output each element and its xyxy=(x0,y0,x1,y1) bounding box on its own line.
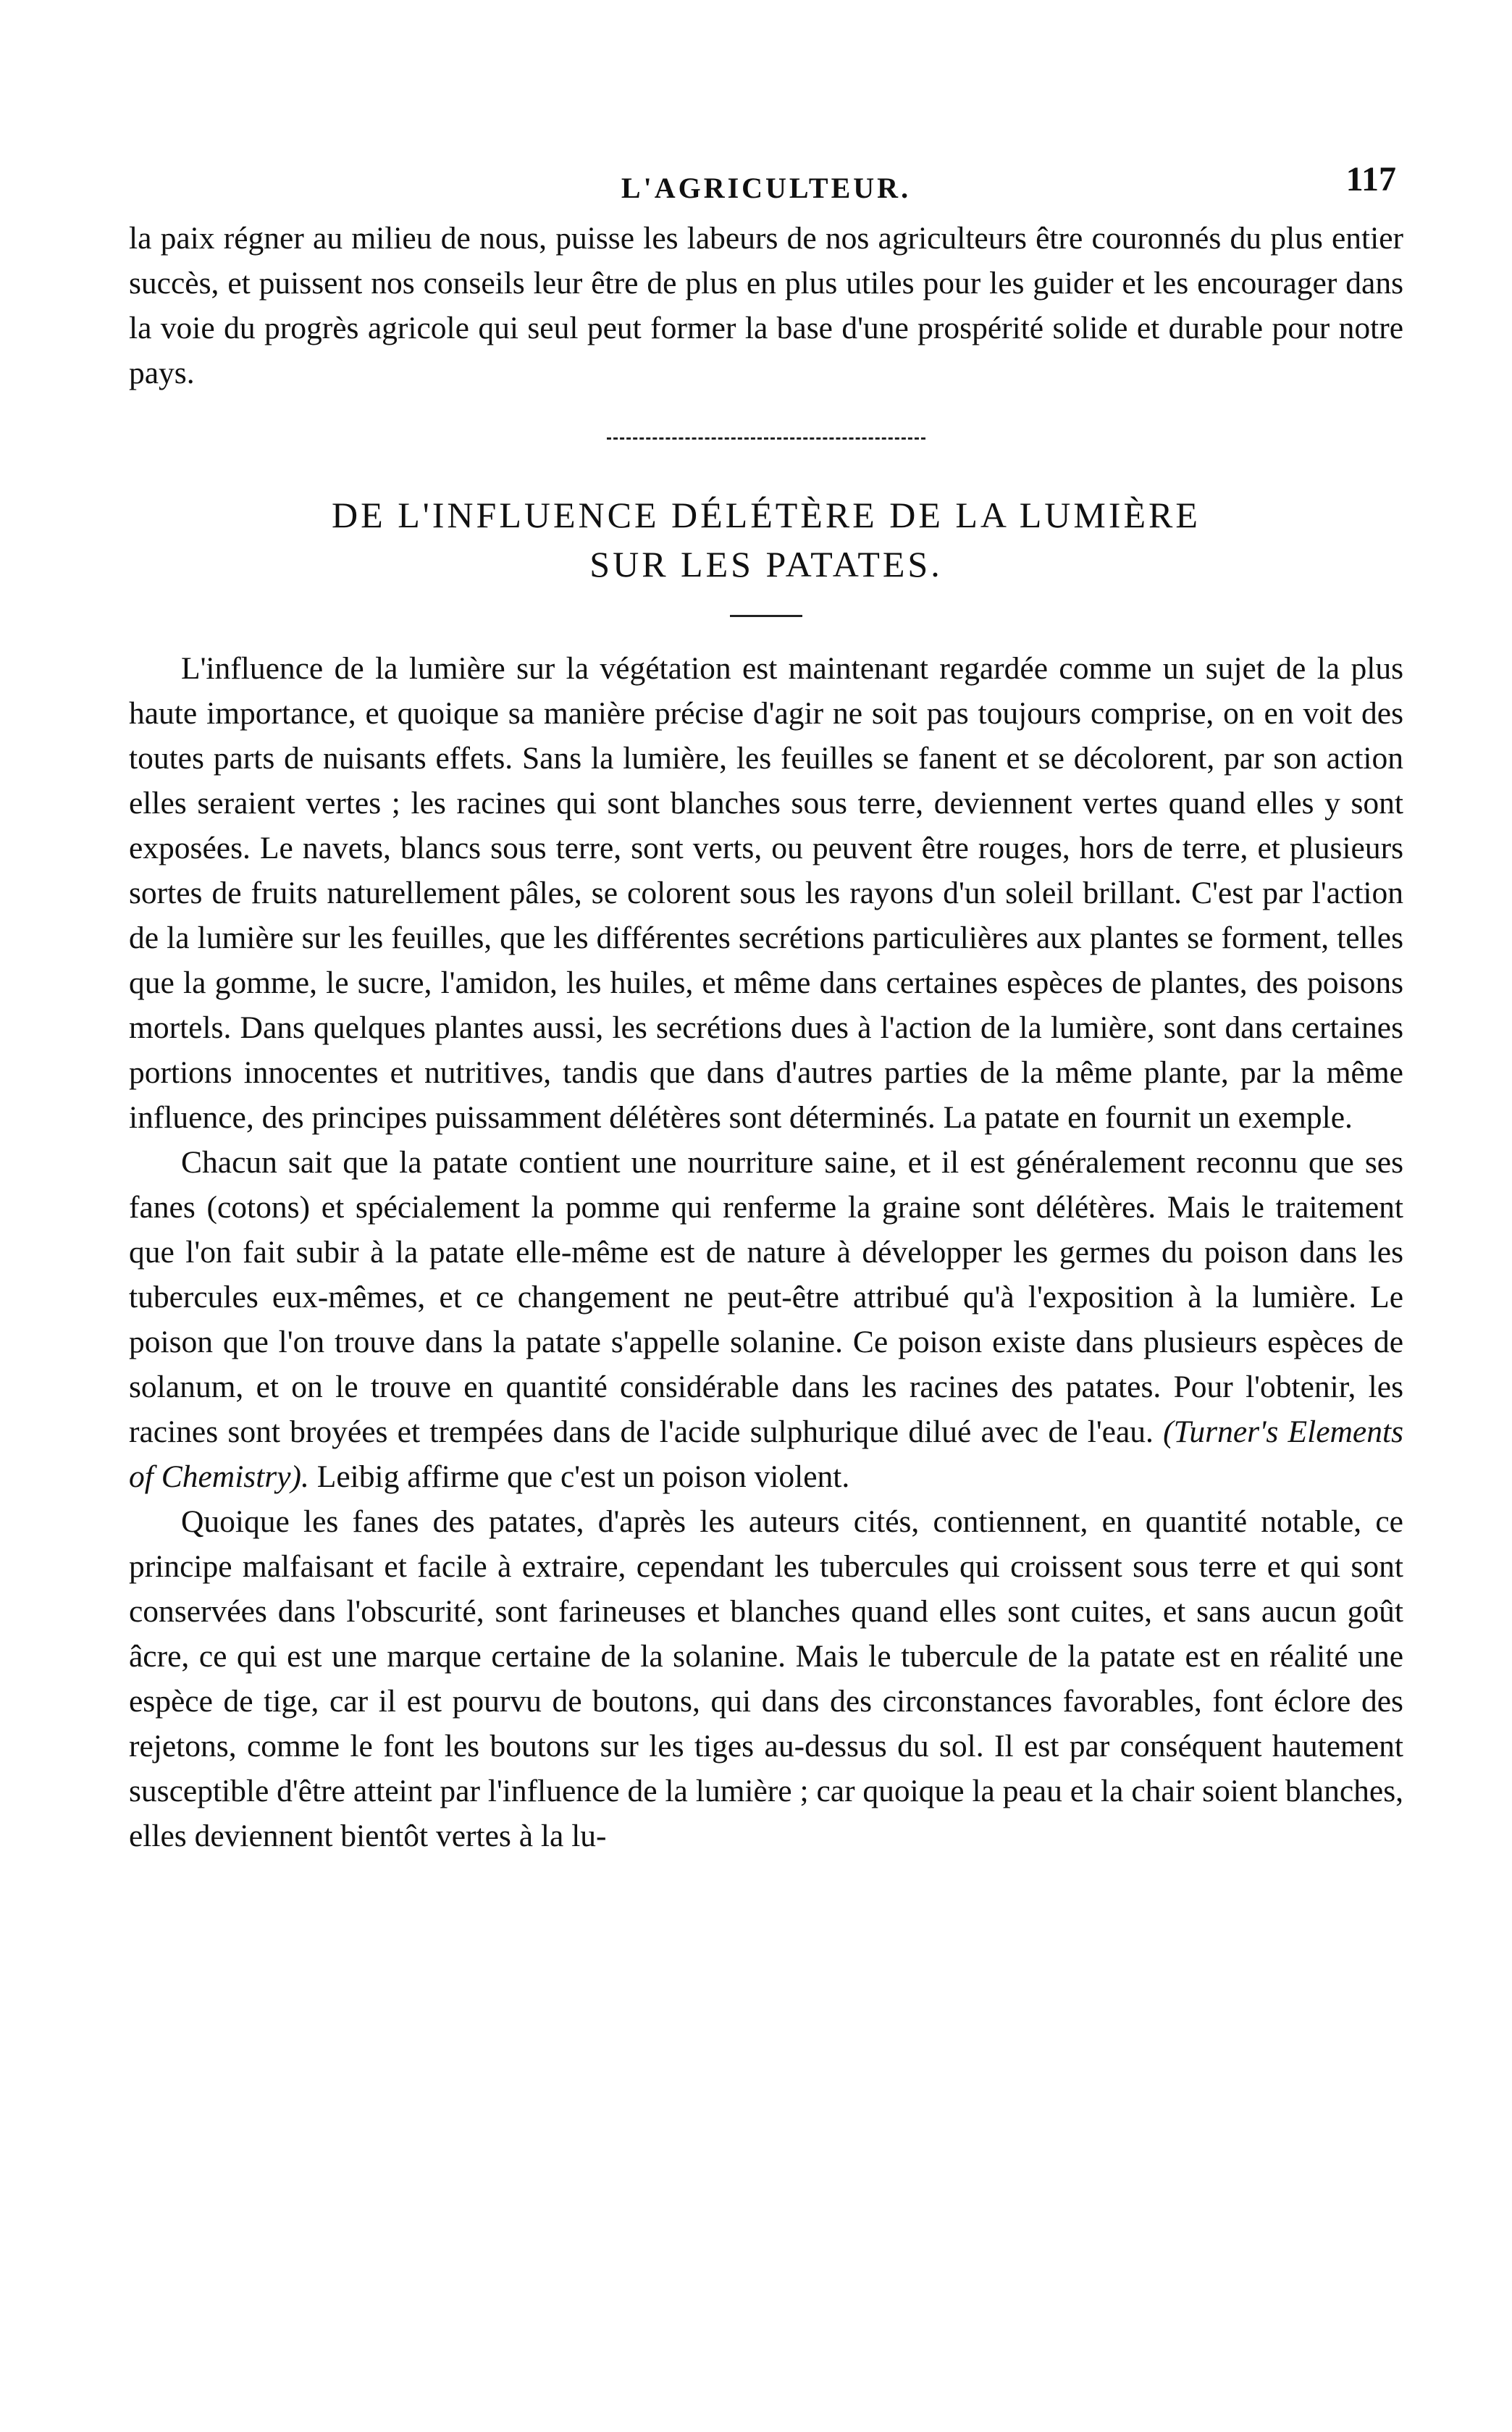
article-paragraph-3: Quoique les fanes des patates, d'après les auteurs cités, contiennent, en quantité notable, ce principe malfaisant et facile à extraire, cependant les tubercules qui croissent sous terre et qui sont conservées dans l'obscurité, sont farineuses et blanches quand elles sont cuites, et sans aucun goût âcre, ce qui est une marque certaine de la solanine. Mais le tubercule de la patate est en réalité une espèce de tige, car il est pourvu de boutons, qui dans des circonstances favorables, font éclore des rejetons, comme le font les boutons sur les tiges au-dessus du sol. Il est par conséquent hautement susceptible d'être atteint par l'influence de la lumière ; car quoique la peau et la chair soient blanches, elles deviennent bientôt vertes à la lu- xyxy=(129,1504,1403,1853)
article-paragraph-2 xyxy=(129,1140,1403,1499)
title-rule xyxy=(730,615,802,617)
book-page xyxy=(129,138,1403,1858)
running-head xyxy=(129,138,1403,204)
paragraph-2-ending: Leibig affirme que c'est un poison violent. xyxy=(316,1459,850,1494)
running-title: L'AGRICULTEUR. xyxy=(621,172,912,204)
intro-paragraph: la paix régner au milieu de nous, puisse les labeurs de nos agriculteurs être couronnés du plus entier succès, et puissent nos conseils leur être de plus en plus utiles pour les guider et les encourager dans la voie du progrès agricole qui seul peut former la base d'une prospérité solide et durable pour notre pays. xyxy=(129,221,1403,390)
citation: (Turner's Elements of Chemistry). xyxy=(129,1414,1403,1494)
article-title xyxy=(129,490,1403,589)
section-divider xyxy=(607,437,925,440)
article-title-line-1: DE L'INFLUENCE DÉLÉTÈRE DE LA LUMIÈRE xyxy=(332,495,1201,535)
paragraph-2-text: Chacun sait que la patate contient une nourriture saine, et il est généralement reconnu que ses fanes (cotons) et spécialement la pomme qui renferme la graine sont délétères. Mais le traitement que l'on fait subir à la patate elle-même est de nature à développer les germes du poison dans les tubercules eux-mêmes, et ce changement ne peut-être attribué qu'à l'exposition à la lumière. Le poison que l'on trouve dans la patate s'appelle solanine. Ce poison existe dans plusieurs espèces de solanum, et on le trouve en quantité considérable dans les racines des patates. Pour l'obtenir, les racines sont broyées et trempées dans de l'acide sulphurique dilué avec de l'eau. xyxy=(129,1145,1403,1449)
article-paragraph-1: L'influence de la lumière sur la végétation est maintenant regardée comme un sujet de la plus haute importance, et quoique sa manière précise d'agir ne soit pas toujours comprise, on en voit des toutes parts de nuisants effets. Sans la lumière, les feuilles se fanent et se décolorent, par son action elles seraient vertes ; les racines qui sont blanches sous terre, deviennent vertes quand elles y sont exposées. Le navets, blancs sous terre, sont verts, ou peuvent être rouges, hors de terre, et plusieurs sortes de fruits naturellement pâles, se colorent sous les rayons d'un soleil brillant. C'est par l'action de la lumière sur les feuilles, que les différentes secrétions particulières aux plantes se forment, telles que la gomme, le sucre, l'amidon, les huiles, et même dans certaines espèces de plantes, des poisons mortels. Dans quelques plantes aussi, les secrétions dues à l'action de la lumière, sont dans certaines portions innocentes et nutritives, tandis que dans d'autres parties de la même plante, par la même influence, des principes puissamment délétères sont déterminés. La patate en fournit un exemple. xyxy=(129,651,1403,1135)
article-title-line-2: SUR LES PATATES. xyxy=(589,544,943,584)
page-number: 117 xyxy=(1345,160,1396,198)
